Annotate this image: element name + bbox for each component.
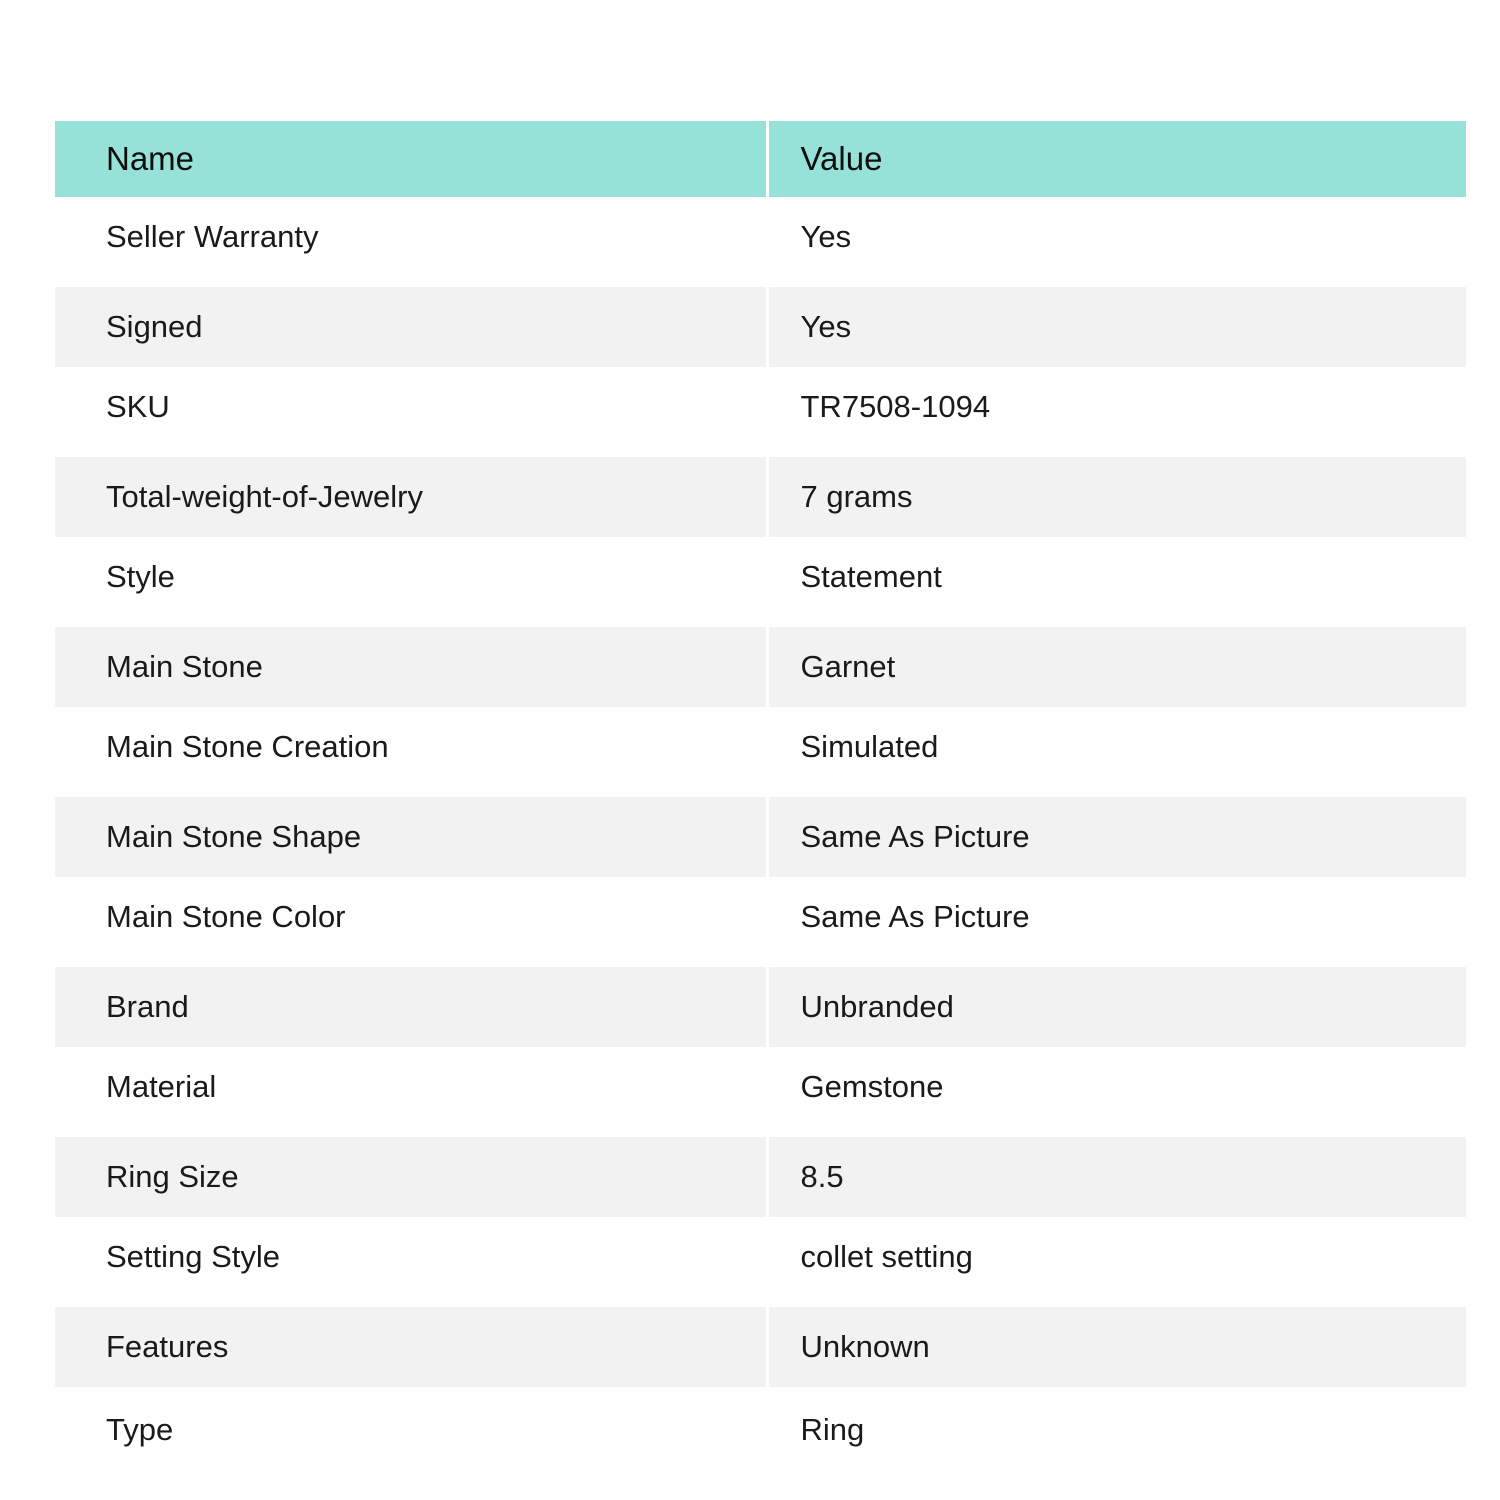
row-value-cell: Yes xyxy=(767,282,1466,367)
table-row xyxy=(55,1047,1466,1132)
table-row xyxy=(55,1302,1466,1387)
row-value-cell: 7 grams xyxy=(767,452,1466,537)
table-row xyxy=(55,1217,1466,1302)
header-row xyxy=(55,121,1466,197)
table-row xyxy=(55,1387,1466,1472)
table-row xyxy=(55,707,1466,792)
table-row xyxy=(55,282,1466,367)
row-value-cell: Ring xyxy=(800,1411,865,1447)
table-row xyxy=(55,622,1466,707)
row-name-cell: Material xyxy=(55,1047,767,1132)
row-value-cell: Unbranded xyxy=(767,962,1466,1047)
row-name-cell: Seller Warranty xyxy=(55,197,767,282)
item-specifics-table xyxy=(55,121,1466,1472)
table-row xyxy=(55,452,1466,537)
row-name-cell: Features xyxy=(55,1302,767,1387)
name-column-header: Name xyxy=(55,121,767,197)
table-row xyxy=(55,537,1466,622)
row-value-cell: Statement xyxy=(800,559,942,594)
table-body xyxy=(55,197,1466,1472)
table-header xyxy=(55,121,1466,197)
row-name-cell: Signed xyxy=(55,282,767,367)
table-row xyxy=(55,962,1466,1047)
row-value-cell: Unknown xyxy=(767,1302,1466,1387)
table-row xyxy=(55,197,1466,282)
row-value-cell: Garnet xyxy=(767,622,1466,707)
table-row xyxy=(55,877,1466,962)
table-row xyxy=(55,1132,1466,1217)
row-value-cell: TR7508-1094 xyxy=(800,389,991,424)
row-value-cell: Gemstone xyxy=(800,1069,944,1104)
table-row xyxy=(55,367,1466,452)
row-name-cell: SKU xyxy=(55,367,767,452)
row-name-cell: Ring Size xyxy=(55,1132,767,1217)
row-value-cell: 8.5 xyxy=(767,1132,1466,1217)
row-name-cell: Main Stone Creation xyxy=(55,707,767,792)
value-column-header: Value xyxy=(800,140,883,177)
row-value-cell: Same As Picture xyxy=(800,899,1030,934)
row-name-cell: Type xyxy=(55,1387,767,1472)
row-name-cell: Style xyxy=(55,537,767,622)
row-name-cell: Setting Style xyxy=(55,1217,767,1302)
row-name-cell: Main Stone xyxy=(55,622,767,707)
row-name-cell: Total-weight-of-Jewelry xyxy=(55,452,767,537)
row-value-cell: Simulated xyxy=(800,729,939,764)
row-value-cell: Same As Picture xyxy=(767,792,1466,877)
row-name-cell: Brand xyxy=(55,962,767,1047)
row-name-cell: Main Stone Shape xyxy=(55,792,767,877)
row-name-cell: Main Stone Color xyxy=(55,877,767,962)
row-value-cell: Yes xyxy=(800,219,852,254)
row-value-cell: collet setting xyxy=(800,1239,973,1274)
table-row xyxy=(55,792,1466,877)
